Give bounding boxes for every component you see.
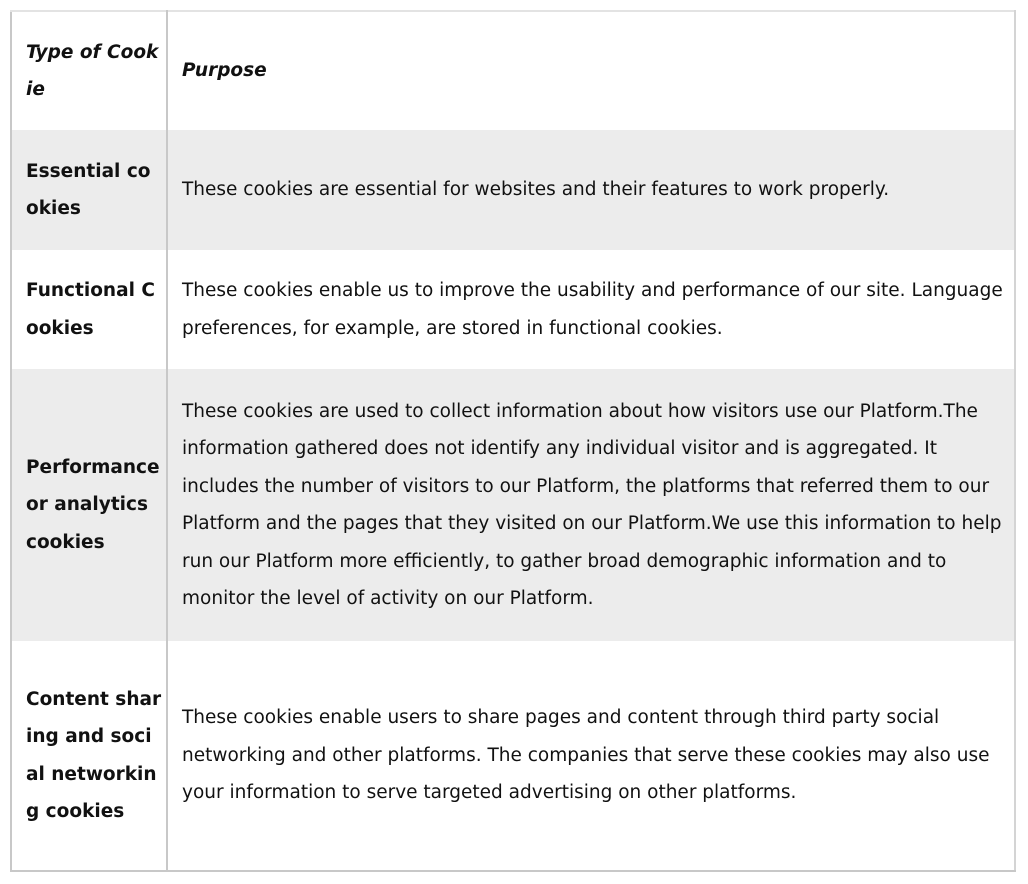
cookie-type-cell: Content sharing and social networking cookies [11,641,167,871]
cookie-types-table [10,10,1016,872]
cookie-purpose-cell: These cookies are essential for websites and their features to work properly. [167,130,1015,250]
cookie-purpose-cell: These cookies enable us to improve the usability and performance of our site. Language preferences, for example, are stored in functional cookies. [167,250,1015,369]
table-header-row [11,11,1015,130]
cookie-purpose-cell: These cookies enable users to share pages and content through third party social networking and other platforms. The companies that serve these cookies may also use your information to serve targeted advertising on other platforms. [167,641,1015,871]
cookie-purpose-cell: These cookies are used to collect information about how visitors use our Platform.The information gathered does not identify any individual visitor and is aggregated. It includes the number of visitors to our Platform, the platforms that referred them to our Platform and the pages that they visited on our Platform.We use this information to help run our Platform more efficiently, to gather broad demographic information and to monitor the level of activity on our Platform. [167,369,1015,641]
table-row [11,369,1015,641]
cookie-type-cell: Essential cookies [11,130,167,250]
cookie-type-cell: Performance or analytics cookies [11,369,167,641]
table-row [11,641,1015,871]
cookie-type-cell: Functional Cookies [11,250,167,369]
table-row [11,130,1015,250]
table-row [11,250,1015,369]
header-purpose: Purpose [167,11,1015,130]
header-type-of-cookie: Type of Cookie [11,11,167,130]
